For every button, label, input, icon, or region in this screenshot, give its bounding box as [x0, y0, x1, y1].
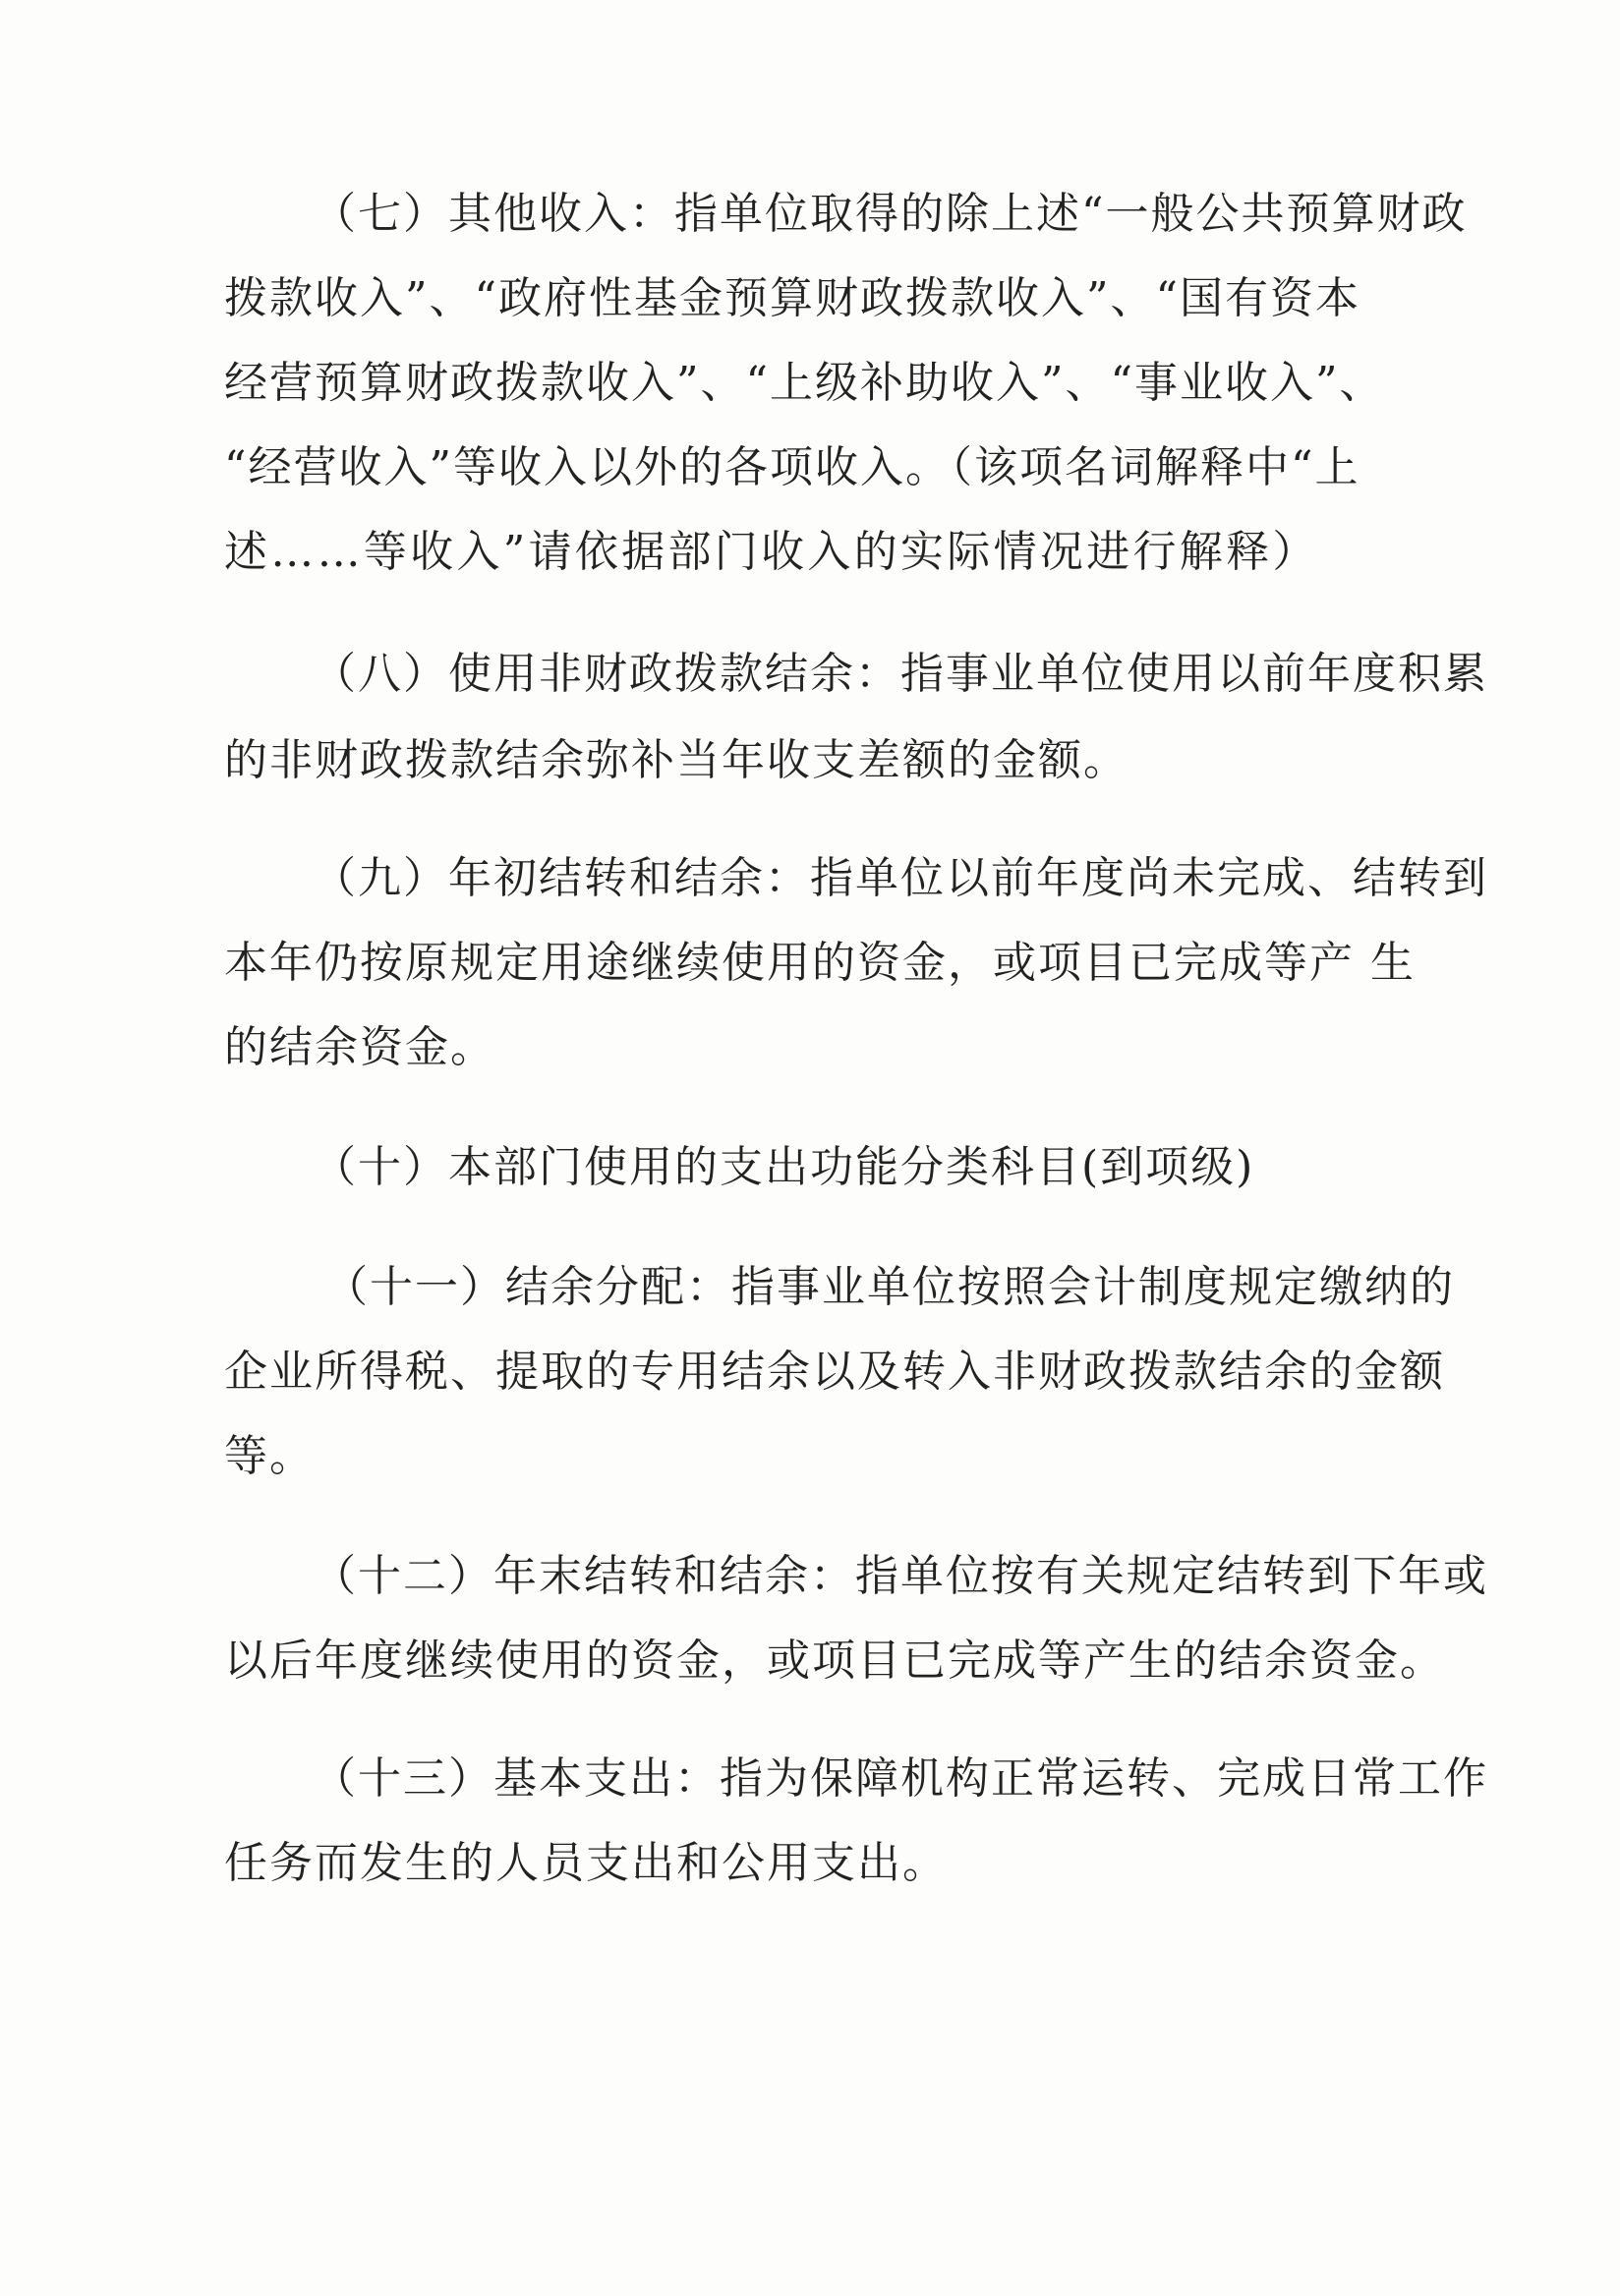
- paragraph-line: 的非财政拨款结余弥补当年收支差额的金额。: [224, 735, 1128, 785]
- paragraph-line: “经营收入”等收入以外的各项收入。（该项名词解释中“上: [224, 442, 1360, 492]
- paragraph-line: （七）其他收入：指单位取得的除上述“一般公共预算财政: [313, 189, 1468, 239]
- paragraph-line: 经营预算财政拨款收入”、“上级补助收入”、“事业收入”、: [224, 358, 1385, 408]
- paragraph-line: （十三）基本支出：指为保障机构正常运转、完成日常工作: [313, 1753, 1488, 1804]
- paragraph-line: （十二）年末结转和结余：指单位按有关规定结转到下年或: [313, 1551, 1488, 1601]
- paragraph-line: （九）年初结转和结余：指单位以前年度尚未完成、结转到: [313, 853, 1488, 903]
- paragraph-line: 的结余资金。: [224, 1022, 495, 1072]
- paragraph-line: 拨款收入”、“政府性基金预算财政拨款收入”、“国有资本: [224, 273, 1360, 323]
- paragraph-line: 述……等收入”请依据部门收入的实际情况进行解释）: [224, 527, 1319, 577]
- paragraph-line: （十）本部门使用的支出功能分类科目(到项级): [313, 1142, 1255, 1192]
- paragraph-line: （八）使用非财政拨款结余：指事业单位使用以前年度积累: [313, 649, 1488, 699]
- paragraph-line: （十一）结余分配：指事业单位按照会计制度规定缴纳的: [324, 1262, 1455, 1312]
- paragraph-line: 企业所得税、提取的专用结余以及转入非财政拨款结余的金额: [224, 1347, 1445, 1397]
- paragraph-line: 本年仍按原规定用途继续使用的资金，或项目已完成等产 生: [224, 938, 1416, 988]
- paragraph-line: 等。: [224, 1431, 315, 1481]
- paragraph-line: 任务而发生的人员支出和公用支出。: [224, 1838, 948, 1888]
- paragraph-line: 以后年度继续使用的资金，或项目已完成等产生的结余资金。: [224, 1636, 1445, 1686]
